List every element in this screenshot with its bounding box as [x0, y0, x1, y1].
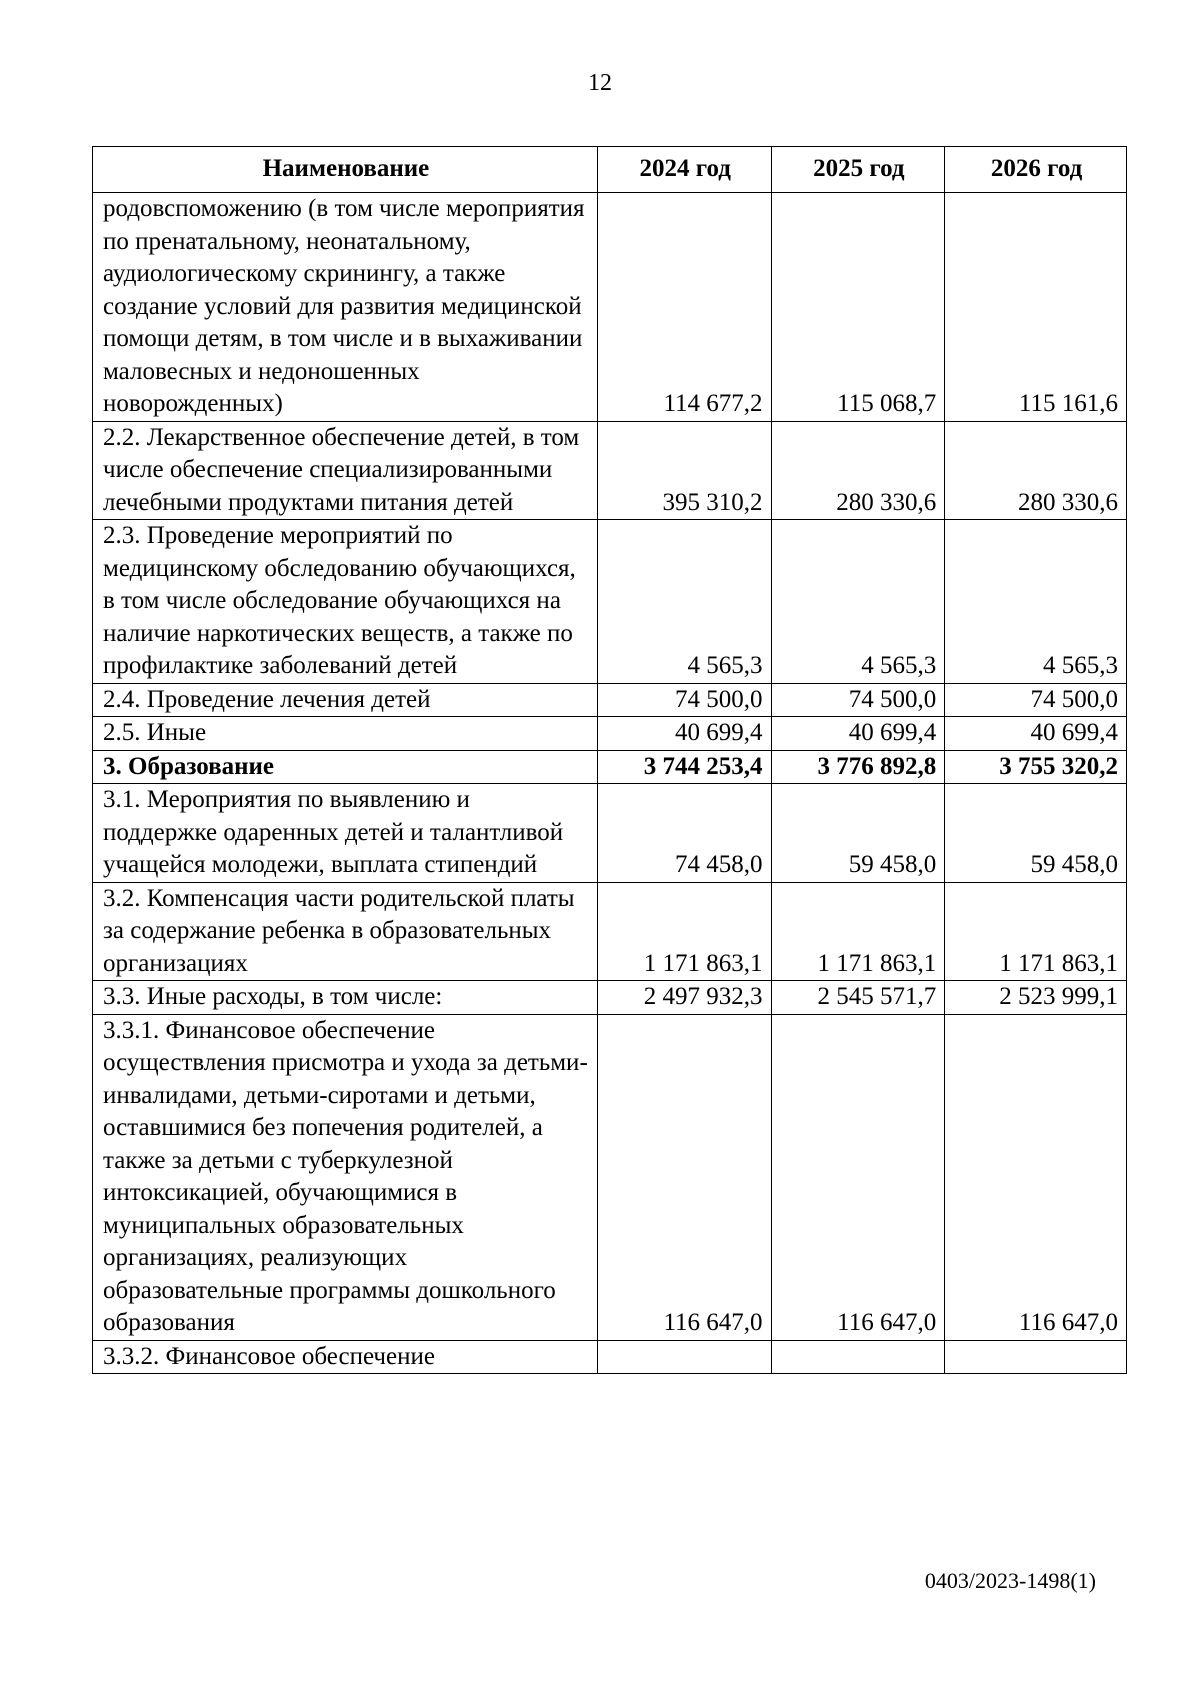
value-2025: 116 647,0	[771, 1014, 945, 1340]
value-2025	[771, 1340, 945, 1374]
table-row	[93, 683, 1127, 717]
row-name: 3.3. Иные расходы, в том числе:	[93, 981, 598, 1015]
value-2026: 59 458,0	[945, 784, 1127, 883]
value-2024: 2 497 932,3	[597, 981, 771, 1015]
table-row	[93, 750, 1127, 784]
value-2026: 3 755 320,2	[945, 750, 1127, 784]
table-row	[93, 882, 1127, 981]
row-name: 3.2. Компенсация части родительской платы за содержание ребенка в образовательных организациях	[93, 882, 598, 981]
row-name: 2.3. Проведение мероприятий по медицинскому обследованию обучающихся, в том числе обследование обучающихся на наличие наркотических веществ, а также по профилактике заболеваний детей	[93, 520, 598, 684]
value-2025: 74 500,0	[771, 683, 945, 717]
value-2024: 114 677,2	[597, 193, 771, 422]
table-row	[93, 421, 1127, 520]
row-name: 3. Образование	[93, 750, 598, 784]
value-2026: 74 500,0	[945, 683, 1127, 717]
value-2026	[945, 1340, 1127, 1374]
value-2024: 74 500,0	[597, 683, 771, 717]
value-2026: 115 161,6	[945, 193, 1127, 422]
document-code: 0403/2023-1498(1)	[924, 1568, 1096, 1593]
value-2026: 40 699,4	[945, 717, 1127, 751]
value-2025: 1 171 863,1	[771, 882, 945, 981]
row-name: 2.2. Лекарственное обеспечение детей, в том числе обеспечение специализированными лечебными продуктами питания детей	[93, 421, 598, 520]
value-2025: 3 776 892,8	[771, 750, 945, 784]
table-row	[93, 784, 1127, 883]
table-row	[93, 981, 1127, 1015]
value-2024	[597, 1340, 771, 1374]
header-name: Наименование	[93, 147, 598, 193]
value-2024: 116 647,0	[597, 1014, 771, 1340]
table-row	[93, 520, 1127, 684]
table-row	[93, 1340, 1127, 1374]
table-body	[93, 193, 1127, 1374]
value-2024: 74 458,0	[597, 784, 771, 883]
value-2026: 116 647,0	[945, 1014, 1127, 1340]
row-name: 2.5. Иные	[93, 717, 598, 751]
value-2026: 4 565,3	[945, 520, 1127, 684]
value-2026: 280 330,6	[945, 421, 1127, 520]
row-name: 3.3.1. Финансовое обеспечение осуществления присмотра и ухода за детьми-инвалидами, детьми-сиротами и детьми, оставшимися без попечения родителей, а также за детьми с туберкулезной интоксикацией, обучающимися в муниципальных образовательных организациях, реализующих образовательные программы дошкольного образования	[93, 1014, 598, 1340]
budget-table	[92, 146, 1127, 1374]
value-2025: 2 545 571,7	[771, 981, 945, 1015]
value-2024: 3 744 253,4	[597, 750, 771, 784]
value-2024: 4 565,3	[597, 520, 771, 684]
row-name: 3.3.2. Финансовое обеспечение	[93, 1340, 598, 1374]
row-name: 2.4. Проведение лечения детей	[93, 683, 598, 717]
table-row	[93, 193, 1127, 422]
header-2025: 2025 год	[771, 147, 945, 193]
row-name: родовспоможению (в том числе мероприятия по пренатальному, неонатальному, аудиологическому скринингу, а также создание условий для развития медицинской помощи детям, в том числе и в выхаживании маловесных и недоношенных новорожденных)	[93, 193, 598, 422]
value-2024: 395 310,2	[597, 421, 771, 520]
value-2025: 4 565,3	[771, 520, 945, 684]
header-2026: 2026 год	[945, 147, 1127, 193]
value-2025: 40 699,4	[771, 717, 945, 751]
table-row	[93, 717, 1127, 751]
table-row	[93, 1014, 1127, 1340]
page-number: 12	[588, 70, 612, 96]
value-2025: 115 068,7	[771, 193, 945, 422]
row-name: 3.1. Мероприятия по выявлению и поддержке одаренных детей и талантливой учащейся молодежи, выплата стипендий	[93, 784, 598, 883]
value-2026: 2 523 999,1	[945, 981, 1127, 1015]
table-header-row	[93, 147, 1127, 193]
value-2025: 59 458,0	[771, 784, 945, 883]
value-2024: 40 699,4	[597, 717, 771, 751]
value-2024: 1 171 863,1	[597, 882, 771, 981]
value-2025: 280 330,6	[771, 421, 945, 520]
value-2026: 1 171 863,1	[945, 882, 1127, 981]
header-2024: 2024 год	[597, 147, 771, 193]
